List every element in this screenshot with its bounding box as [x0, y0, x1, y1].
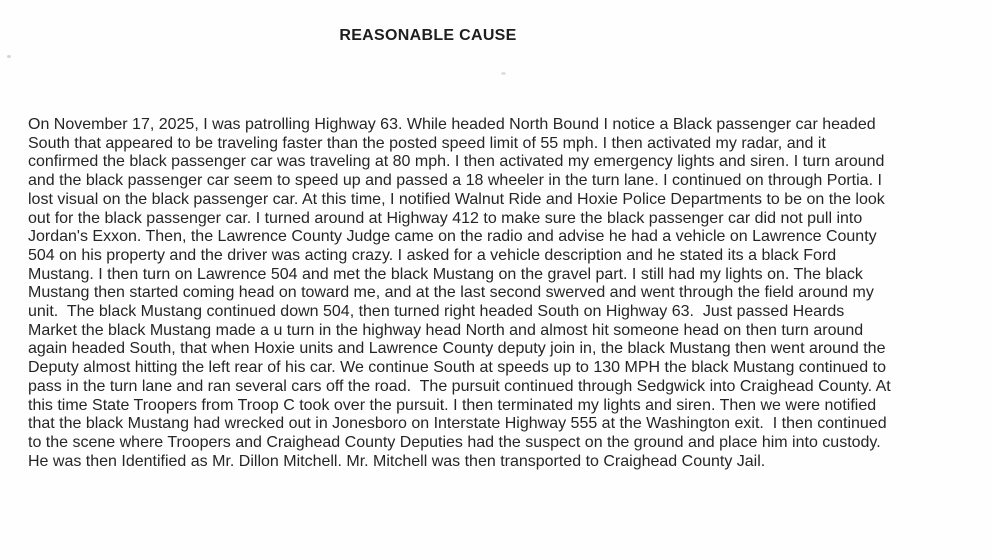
report-line: and the black passenger car seem to speed up and passed a 18 wheeler in the turn lane. I continued on through Portia. I [28, 172, 882, 190]
report-line: again headed South, that when Hoxie units and Lawrence County deputy join in, the black Mustang then went around the [28, 340, 886, 358]
report-line: South that appeared to be traveling faster than the posted speed limit of 55 mph. I then activated my radar, and it [28, 134, 826, 152]
report-line: this time State Troopers from Troop C took over the pursuit. I then terminated my lights and siren. Then we were notified [28, 396, 877, 414]
report-line: that the black Mustang had wrecked out in Jonesboro on Interstate Highway 555 at the Washington exit. I then continued [28, 415, 887, 433]
report-line: Mustang then started coming head on toward me, and at the last second swerved and went through the field around my [28, 284, 874, 302]
report-line: 504 on his property and the driver was acting crazy. I asked for a vehicle description and he stated its a black Ford [28, 246, 837, 264]
report-body [28, 116, 986, 471]
report-line: Jordan's Exxon. Then, the Lawrence County Judge came on the radio and advise he had a vehicle on Lawrence County [28, 228, 877, 246]
report-line: to the scene where Troopers and Craighead County Deputies had the suspect on the ground and place him into custody. [28, 433, 881, 451]
report-line: lost visual on the black passenger car. At this time, I notified Walnut Ride and Hoxie Police Departments to be on the look [28, 190, 885, 208]
scan-artifact [501, 72, 506, 75]
scan-artifact [7, 55, 11, 58]
page-title: REASONABLE CAUSE [339, 27, 517, 44]
report-line: confirmed the black passenger car was traveling at 80 mph. I then activated my emergency lights and siren. I turn around [28, 153, 885, 171]
report-line: unit. The black Mustang continued down 504, then turned right headed South on Highway 63. Just passed Heards [28, 303, 845, 321]
report-line: Deputy almost hitting the left rear of his car. We continue South at speeds up to 130 MPH the black Mustang continued to [28, 359, 886, 377]
report-line: Mustang. I then turn on Lawrence 504 and met the black Mustang on the gravel part. I still had my lights on. The black [28, 265, 863, 283]
report-line: On November 17, 2025, I was patrolling Highway 63. While headed North Bound I notice a Black passenger car headed [28, 116, 876, 133]
report-line: He was then Identified as Mr. Dillon Mitchell. Mr. Mitchell was then transported to Craighead County Jail. [28, 452, 766, 470]
report-line: out for the black passenger car. I turned around at Highway 412 to make sure the black passenger car did not pull into [28, 209, 863, 227]
report-line: pass in the turn lane and ran several cars off the road. The pursuit continued through Sedgwick into Craighead County. At [28, 377, 891, 395]
report-line: Market the black Mustang made a u turn in the highway head North and almost hit someone head on then turn around [28, 321, 864, 339]
